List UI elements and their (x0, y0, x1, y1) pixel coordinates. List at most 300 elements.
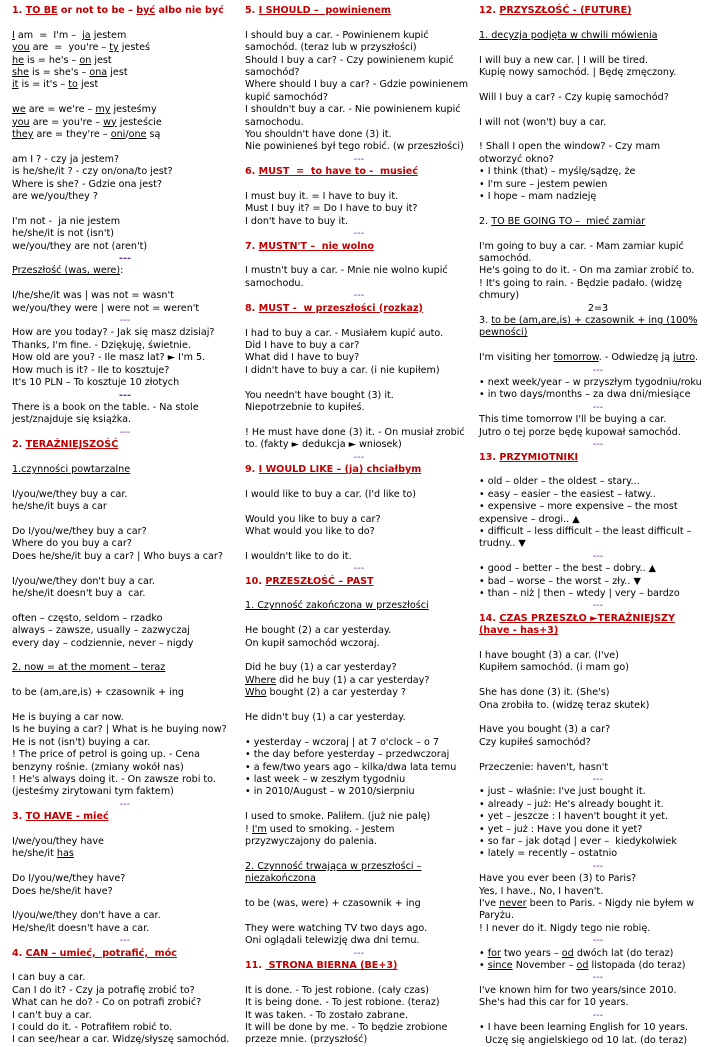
text-line (245, 687, 473, 699)
section-heading (245, 960, 473, 972)
text-line (479, 117, 717, 129)
text-span: I've (479, 898, 500, 910)
text-span: • yesterday – wczoraj | at 7 o'clock – o 7 (245, 736, 440, 748)
text-line (479, 327, 717, 339)
column-1 (12, 5, 238, 1047)
text-span: November – (512, 960, 577, 972)
text-span: It is being done. - To jest robione. (teraz) (245, 997, 440, 1009)
text-line (12, 985, 238, 997)
text-line (479, 92, 717, 104)
text-span: jesteście (116, 116, 162, 128)
text-span: • difficult – less difficult – the least difficult – (479, 525, 692, 537)
underlined-text: (have - has+3) (479, 625, 559, 637)
text-span: • a few/two years ago – kilka/dwa lata temu (245, 761, 457, 773)
text-span: 2. (12, 439, 26, 451)
blank-line (12, 278, 238, 290)
section-separator: --- (592, 972, 604, 984)
text-span: been to Paris. - Nigdy nie byłem w (526, 898, 694, 910)
text-span: I/you/we/they buy a car. (12, 488, 128, 500)
text-span: 2=3 (587, 302, 609, 314)
text-span: I've known him for two years/since 2010. (479, 984, 677, 996)
text-span: I can see/hear a car. Widzę/słyszę samochód. (12, 1034, 230, 1046)
text-line (479, 948, 717, 960)
text-span: jest/znajduje się książka. (12, 414, 132, 426)
text-span: albo nie być (155, 5, 224, 16)
blank-line (479, 464, 717, 476)
text-span: Did he buy (1) a car yesterday? (245, 662, 397, 674)
underlined-text: oni (110, 129, 126, 141)
text-span: is = she's – (28, 67, 90, 79)
blank-line (12, 452, 238, 464)
text-span: ! I never do it. Nigdy tego nie robię. (479, 922, 651, 934)
text-span: 12. (479, 5, 500, 16)
underlined-text: TO BE (25, 5, 58, 16)
blank-line (12, 141, 238, 153)
text-line (12, 340, 238, 352)
blank-line (12, 92, 238, 104)
text-line (12, 154, 238, 166)
text-line (12, 526, 238, 538)
underlined-text: on (79, 54, 92, 66)
text-span: They were watching TV two days ago. (245, 922, 428, 934)
text-line (245, 514, 473, 526)
underlined-text: ona (89, 67, 108, 79)
blank-line (12, 861, 238, 873)
text-span: Have you bought (3) a car? (479, 724, 611, 736)
underlined-text: Who (245, 687, 267, 699)
text-span: He is buying a car now. (12, 711, 124, 723)
text-span: ! (245, 823, 252, 835)
text-span: 9. (245, 463, 259, 475)
text-span: 3. (479, 315, 492, 327)
underlined-text: 1.czynności powtarzalne (12, 463, 131, 475)
text-line (245, 30, 473, 42)
text-span: 6. (245, 166, 259, 178)
text-line (479, 824, 717, 836)
section-separator: --- (119, 315, 131, 327)
text-line (245, 340, 473, 352)
underlined-text: 1. Czynność zakończona w przeszłości (245, 600, 429, 612)
blank-line (479, 104, 717, 116)
text-line (245, 278, 473, 290)
text-line (479, 811, 717, 823)
text-span: She has done (3) it. (She's) (479, 687, 610, 699)
text-span: I didn't have to buy a car. (i nie kupiłem) (245, 364, 440, 376)
text-span: he/she/it doesn't buy a car. (12, 587, 146, 599)
blank-line (12, 675, 238, 687)
text-span: every day – codziennie, never – nigdy (12, 637, 194, 649)
text-span: dwóch lat (do teraz) (573, 947, 674, 959)
text-span: or not to be – (57, 5, 137, 16)
blank-line (245, 501, 473, 513)
text-span: are = they're – (33, 129, 111, 141)
blank-line (245, 650, 473, 662)
underlined-text: Przeszłość (was, were) (12, 265, 121, 277)
blank-line (479, 638, 717, 650)
section-heading (12, 811, 238, 823)
text-span: . (695, 352, 699, 364)
text-span: What can he do? - Co on potrafi zrobić? (12, 997, 202, 1009)
text-span: On kupił samochód wczoraj. (245, 637, 380, 649)
text-span: I mustn't buy a car. - Mnie nie wolno kupić (245, 265, 448, 277)
underlined-text: I WOULD LIKE – (ja) chciałbym (258, 463, 422, 475)
underlined-text: CZAS PRZESZŁO ►TERAŹNIEJSZY (499, 612, 675, 624)
text-span: Can I do it? - Czy ja potrafię zrobić to? (12, 984, 195, 996)
text-line (12, 489, 238, 501)
blank-line (245, 476, 473, 488)
text-line (245, 638, 473, 650)
section-heading (12, 5, 238, 17)
text-span: I could do it. - Potrafiłem robić to. (12, 1022, 173, 1034)
blank-line (245, 414, 473, 426)
text-span: What did I have to buy? (245, 352, 360, 364)
section-separator: --- (592, 1009, 604, 1021)
text-span: This time tomorrow I'll be buying a car. (479, 414, 667, 426)
underlined-text: CAN – umieć, potrafić, móc (25, 947, 177, 959)
text-span: ! He must have done (3) it. - On musiał zrobić (245, 426, 465, 438)
text-line (12, 836, 238, 848)
underlined-text: I'm (251, 823, 267, 835)
underlined-text: pewności) (479, 327, 528, 339)
text-span: is he/she/it ? - czy on/ona/to jest? (12, 166, 173, 178)
text-line (479, 786, 717, 798)
text-line (245, 104, 473, 116)
underlined-text: it (12, 79, 19, 91)
text-line (479, 1035, 717, 1047)
text-span: Paryżu. (479, 910, 515, 922)
blank-line (245, 377, 473, 389)
underlined-text: 2. now = at the moment – teraz (12, 662, 166, 674)
underlined-text: być (136, 5, 156, 16)
section-heading (479, 452, 717, 464)
blank-line (479, 42, 717, 54)
blank-line (12, 960, 238, 972)
blank-line (12, 824, 238, 836)
text-line (245, 997, 473, 1009)
text-line (479, 389, 717, 401)
text-line (479, 352, 717, 364)
text-line (12, 216, 238, 228)
text-span: Where should I buy a car? - Gdzie powinienem (245, 79, 469, 91)
text-line (479, 290, 717, 302)
text-line (12, 1010, 238, 1022)
underlined-text: you (12, 42, 30, 54)
text-line (245, 836, 473, 848)
text-span: is = he's – (23, 54, 80, 66)
underlined-text: 2. Czynność trwająca w przeszłości – (245, 860, 422, 872)
text-span: How much is it? - Ile to kosztuje? (12, 364, 170, 376)
text-line (12, 30, 238, 42)
text-line (479, 898, 717, 910)
text-line (245, 402, 473, 414)
text-line (12, 67, 238, 79)
text-line (479, 662, 717, 674)
blank-line (479, 17, 717, 29)
text-line (245, 92, 473, 104)
text-span: are = you're – (29, 116, 104, 128)
text-span: 7. (245, 240, 259, 252)
blank-line (479, 675, 717, 687)
text-line (245, 737, 473, 749)
underlined-text: jutro (673, 352, 695, 364)
text-line (479, 514, 717, 526)
text-line (12, 42, 238, 54)
blank-line (245, 588, 473, 600)
text-span: Does he/she/it have? (12, 885, 113, 897)
section-separator: --- (592, 364, 604, 376)
text-span: to. (fakty ► dedukcja ► wniosek) (245, 439, 402, 451)
blank-line (12, 17, 238, 29)
text-span: I should buy a car. - Powinienem kupić (245, 29, 429, 41)
text-span: I would like to buy a car. (I'd like to) (245, 488, 417, 500)
text-span: • I have been learning English for 10 years. (479, 1022, 689, 1034)
text-line (245, 265, 473, 277)
section-separator: --- (119, 935, 131, 947)
text-span: • next week/year – w przyszłym tygodniu/roku (479, 377, 702, 389)
text-span: przyzwyczajony do palenia. (245, 835, 378, 847)
text-span: listopada (do teraz) (588, 960, 686, 972)
text-span: • old – older – the oldest – stary... (479, 476, 640, 488)
underlined-text: STRONA BIERNA (BE+3) (265, 960, 398, 971)
text-span: benzyny rośnie. (zmiany wokół nas) (12, 761, 184, 773)
text-span: • lately = recently – ostatnio (479, 848, 618, 860)
text-span: I/we/you/they have (12, 836, 104, 847)
underlined-text: for (487, 947, 501, 959)
underlined-text: I SHOULD – powinienem (258, 5, 391, 16)
text-line (479, 724, 717, 736)
blank-line (12, 700, 238, 712)
blank-line (245, 613, 473, 625)
text-span: trudny.. ▼ (479, 538, 526, 550)
text-line (12, 588, 238, 600)
text-span: Yes, I have., No, I haven't. (479, 885, 604, 897)
underlined-text: tomorrow (553, 352, 599, 364)
text-line (479, 427, 717, 439)
text-line (12, 687, 238, 699)
section-heading (479, 5, 717, 17)
text-span: You shouldn't have done (3) it. (245, 129, 392, 141)
text-span: Where do you buy a car? (12, 538, 132, 550)
text-span: I'm visiting her (479, 352, 554, 364)
underlined-text: MUSTN'T – nie wolno (258, 240, 374, 252)
underlined-text: one (128, 129, 147, 141)
text-line (245, 191, 473, 203)
text-line (12, 638, 238, 650)
section-heading (245, 303, 473, 315)
text-span: • in 2010/August – w 2010/sierpniu (245, 786, 415, 798)
text-span: often – często, seldom – rzadko (12, 612, 163, 624)
section-separator: --- (353, 153, 365, 165)
text-span: I will not (won't) buy a car. (479, 116, 607, 128)
text-span: Przeczenie: haven't, hasn't (479, 761, 609, 773)
text-span: He's going to do it. - On ma zamiar zrobić to. (479, 265, 695, 277)
text-span: he/she/it (12, 848, 57, 860)
text-span: 4. (12, 947, 26, 959)
text-line (479, 985, 717, 997)
blank-line (12, 476, 238, 488)
text-span: • I hope – mam nadzieję (479, 191, 597, 203)
text-span: • I'm sure – jestem pewien (479, 178, 608, 190)
text-line (479, 923, 717, 935)
text-span: jest (107, 67, 128, 79)
text-span: Uczę się angielskiego od 10 lat. (do teraz) (479, 1034, 688, 1046)
text-span: He bought (2) a car yesterday. (245, 625, 392, 637)
underlined-text: PRZYMIOTNIKI (499, 451, 579, 463)
text-span: are = we're – (25, 104, 96, 116)
section-separator: --- (353, 290, 365, 302)
column-3 (479, 5, 717, 1047)
text-line (12, 55, 238, 67)
text-line (12, 662, 238, 674)
blank-line (245, 17, 473, 29)
section-separator: --- (353, 228, 365, 240)
text-span: Niepotrzebnie to kupiłeś. (245, 401, 365, 413)
text-line (479, 576, 717, 588)
text-span: Oni oglądali telewizję dwa dni temu. (245, 935, 420, 947)
text-line (245, 551, 473, 563)
text-span: It's 10 PLN – To kosztuje 10 złotych (12, 377, 180, 389)
underlined-text: since (487, 960, 513, 972)
text-span: • yet – już : Have you done it yet? (479, 823, 643, 835)
blank-line (12, 650, 238, 662)
underlined-text: PRZYSZŁOŚĆ - (FUTURE) (499, 5, 632, 16)
text-line (479, 501, 717, 513)
text-span: 10. (245, 575, 266, 587)
text-line (12, 848, 238, 860)
text-span: otworzyć okno? (479, 153, 554, 165)
text-span: Is he buying a car? | What is he buying now? (12, 724, 227, 736)
text-line (479, 960, 717, 972)
text-span: I/he/she/it was | was not = wasn't (12, 290, 174, 302)
underlined-text: never (499, 898, 527, 910)
blank-line (245, 700, 473, 712)
text-line (479, 526, 717, 538)
text-span: 11. (245, 960, 266, 971)
text-line (479, 67, 717, 79)
text-span: / (125, 129, 129, 141)
text-line (479, 650, 717, 662)
blank-line (12, 600, 238, 612)
text-span: I/you/we/they don't buy a car. (12, 575, 155, 587)
text-span: są (146, 129, 161, 141)
text-line (245, 1034, 473, 1046)
text-line (245, 898, 473, 910)
underlined-text: od (561, 947, 574, 959)
text-line (245, 129, 473, 141)
text-line (245, 390, 473, 402)
text-span: How old are you? - Ile masz lat? ► I'm 5. (12, 352, 206, 364)
blank-line (245, 253, 473, 265)
text-span: • (479, 947, 488, 959)
text-span: I shouldn't buy a car. - Nie powinienem kupić (245, 104, 461, 116)
text-line (12, 749, 238, 761)
underlined-text: she (12, 67, 29, 79)
text-line (12, 873, 238, 885)
text-line (479, 687, 717, 699)
text-span: • last week – w zeszłym tygodniu (245, 773, 406, 785)
text-line (12, 712, 238, 724)
text-span: Kupię nowy samochód. | Będę zmęczony. (479, 67, 677, 78)
underlined-text: ja (82, 29, 91, 41)
text-line (479, 55, 717, 67)
column-2 (245, 5, 473, 1047)
text-line (245, 600, 473, 612)
section-heading (245, 464, 473, 476)
text-line (479, 414, 717, 426)
section-separator: --- (592, 600, 604, 612)
text-span: I can buy a car. (12, 972, 86, 984)
text-line (245, 141, 473, 153)
section-heading (245, 166, 473, 178)
text-span: he/she/it is not (isn't) (12, 228, 115, 240)
text-span: am I ? - czy ja jestem? (12, 153, 120, 165)
text-span: 14. (479, 612, 500, 624)
section-separator: --- (119, 798, 131, 810)
text-span: I will buy a new car. | I will be tired. (479, 54, 649, 66)
text-line (245, 117, 473, 129)
text-line (12, 997, 238, 1009)
text-span: 3. (12, 811, 26, 823)
text-line (245, 216, 473, 228)
text-line (479, 836, 717, 848)
text-span: Thanks, I'm fine. - Dziękuję, świetnie. (12, 339, 191, 351)
text-span: Does he/she/it buy a car? | Who buys a car? (12, 550, 223, 562)
text-line (12, 290, 238, 302)
blank-line (479, 340, 717, 352)
blank-line (245, 972, 473, 984)
text-span: 1. (12, 5, 26, 16)
text-line (12, 402, 238, 414)
text-line (479, 489, 717, 501)
text-span: we/you/they are not (aren't) (12, 240, 148, 252)
underlined-text: to be (am,are,is) + czasownik + ing (100% (491, 315, 698, 327)
text-span: used to smoking. - Jestem (266, 823, 395, 835)
text-line (12, 79, 238, 91)
underlined-text: TERAŹNIEJSZOŚĆ (25, 439, 119, 451)
text-span: 5. (245, 5, 259, 16)
text-span: samochodu. (245, 277, 304, 289)
text-span: ! It's going to rain. - Będzie padało. (widzę (479, 277, 682, 289)
text-line (245, 675, 473, 687)
text-line (245, 662, 473, 674)
text-line (12, 191, 238, 203)
blank-line (245, 910, 473, 922)
text-span: samochód. (teraz lub w przyszłości) (245, 42, 417, 54)
text-line (479, 997, 717, 1009)
blank-line (245, 799, 473, 811)
underlined-text: TO BE GOING TO – mieć zamiar (491, 215, 646, 227)
blank-line (245, 315, 473, 327)
text-line (12, 576, 238, 588)
text-line (245, 439, 473, 451)
text-line (12, 501, 238, 513)
text-span: It was taken. - To zostało zabrane. (245, 1009, 409, 1021)
blank-line (12, 898, 238, 910)
text-line (12, 886, 238, 898)
underlined-text: he (12, 54, 24, 66)
text-line (245, 786, 473, 798)
text-line (479, 241, 717, 253)
text-line (245, 712, 473, 724)
text-line (12, 724, 238, 736)
text-line (245, 427, 473, 439)
text-line (479, 166, 717, 178)
text-span: Do I/you/we/they buy a car? (12, 525, 147, 537)
underlined-text: MUST - w przeszłości (rozkaz) (258, 302, 423, 314)
text-line (245, 935, 473, 947)
blank-line (12, 514, 238, 526)
section-separator: --- (592, 439, 604, 451)
